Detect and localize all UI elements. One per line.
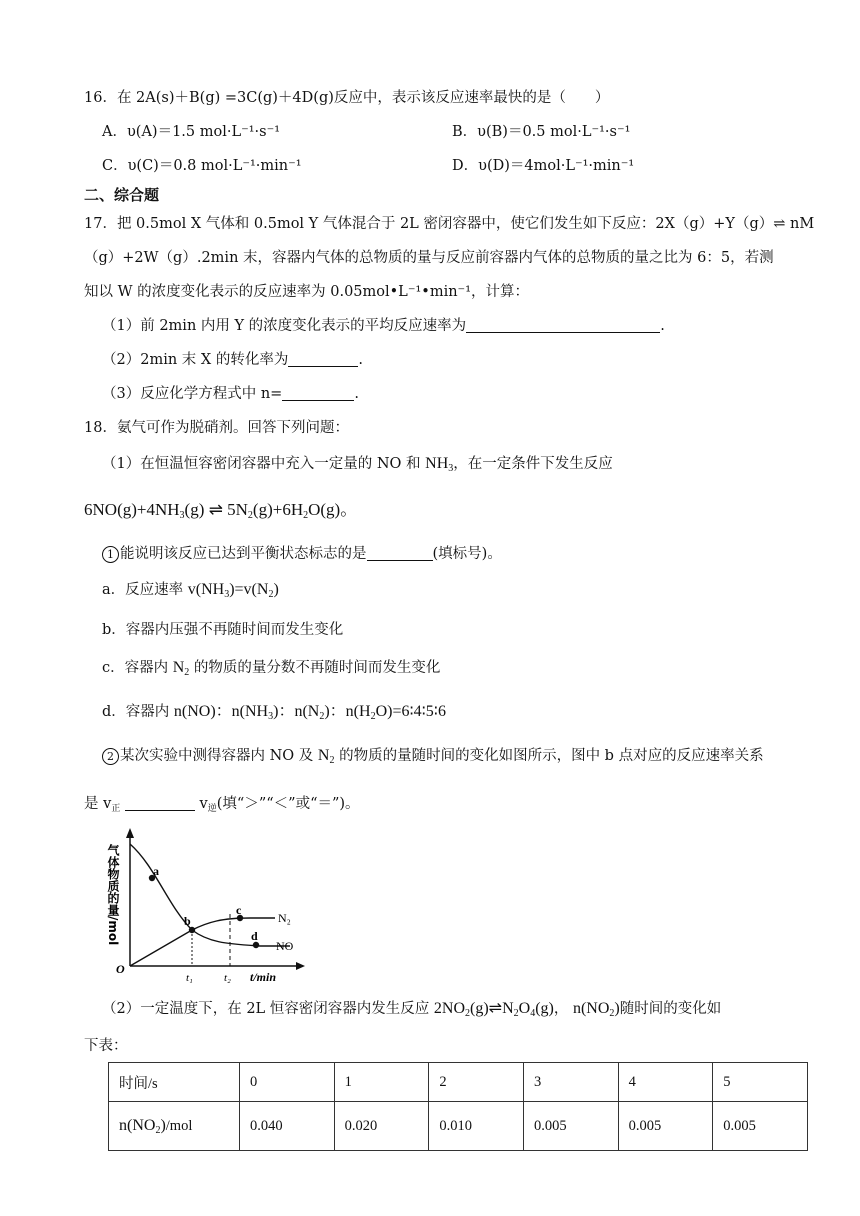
- q17-line1: 17．把 0.5mol X 气体和 0.5mol Y 气体混合于 2L 密闭容器中，使它们发生如下反应：2X（g）+Y（g）⇌ nM: [84, 216, 815, 232]
- period: .: [358, 352, 363, 368]
- table-cell: 2: [429, 1063, 524, 1102]
- q18-sub2-line2: 是 $v_正$ $v_逆$(填“＞”“＜”或“＝”)。: [84, 796, 360, 814]
- q18-sub1-tail: (填标号)。: [432, 546, 502, 562]
- q18-sub2-text2: 的物质的量随时间的变化如图所示，图中 b 点对应的反应速率关系: [339, 748, 764, 764]
- q18-part2-text: （2）一定温度下，在 2L 恒容密闭容器内发生反应: [102, 1001, 430, 1017]
- q16-stem: 16．在 2A(s)＋B(g) =3C(g)＋4D(g)反应中，表示该反应速率最快的是（ ）: [84, 90, 610, 106]
- table-row: [109, 1102, 808, 1151]
- n2-formula: $N_2$: [317, 747, 335, 766]
- q18-part2: （2）一定温度下，在 2L 恒容密闭容器内发生反应 $2NO_2(g)\rightleftharpoons N_2O_4(g)$， $n(NO_2)$随时间的变化如: [102, 998, 722, 1019]
- q18-part1-tail: ，在一定条件下发生反应: [453, 456, 613, 472]
- label-d: d: [251, 929, 258, 943]
- option-b: b．容器内压强不再随时间而发生变化: [102, 622, 344, 638]
- option-c-label: c．容器内: [102, 660, 169, 676]
- q16-option-a: A．υ(A)＝1.5 mol·L⁻¹·s⁻¹: [102, 124, 281, 140]
- q18-sub1-text: 能说明该反应已达到平衡状态标志的是: [120, 546, 367, 562]
- q17-sub1-text: （1）前 2min 内用 Y 的浓度变化表示的平均反应速率为: [102, 318, 467, 334]
- q18-sub2-text: 某次实验中测得容器内 NO 及: [120, 748, 314, 764]
- label-c: c: [236, 903, 242, 917]
- x-axis-label: t/min: [250, 970, 277, 984]
- series-label-n2: N₂: [278, 911, 291, 925]
- table-cell: 0.005: [713, 1102, 808, 1151]
- nh3-formula: $NH_3$: [425, 455, 454, 474]
- no-curve: [130, 844, 290, 946]
- period: .: [660, 318, 665, 334]
- circled-one-icon: 1: [102, 546, 119, 563]
- option-a-label: a．反应速率: [102, 582, 184, 598]
- q17-sub1: [102, 316, 665, 336]
- q18-sub2: [102, 746, 764, 771]
- reaction-equation: $6NO(g)+4NH_3(g)$ ⇌ $5N_2(g)+6H_2O(g)$。: [84, 500, 358, 521]
- answer-blank[interactable]: [288, 352, 358, 367]
- option-d-ratio: =6∶4∶5∶6: [392, 703, 446, 720]
- q18-part1-text: （1）在恒温恒容密闭容器中充入一定量的 NO 和: [102, 456, 421, 472]
- table-cell: 4: [618, 1063, 713, 1102]
- option-d: [102, 702, 446, 727]
- option-d-formula: n(NO)：$n(NH_3)$：$n(N_2)$：$n(H_2O)$: [173, 703, 393, 722]
- option-a: [102, 580, 279, 605]
- q16-option-b: B．υ(B)＝0.5 mol·L⁻¹·s⁻¹: [452, 124, 631, 140]
- q17-line2: （g）+2W（g）.2min 末，容器内气体的总物质的量与反应前容器内气体的总物质的量之比为 6：5，若测: [84, 250, 774, 266]
- no2-time-table: [108, 1062, 808, 1151]
- option-a-formula: $v(NH_3)=v(N_2)$: [187, 581, 279, 600]
- series-label-no: NO: [276, 939, 294, 953]
- option-c-tail: 的物质的量分数不再随时间而发生变化: [193, 660, 441, 676]
- q18-stem: 18．氨气可作为脱硝剂。回答下列问题：: [84, 420, 349, 436]
- table-cell: 0.040: [240, 1102, 335, 1151]
- table-cell: 0.020: [334, 1102, 429, 1151]
- table-cell: 0.010: [429, 1102, 524, 1151]
- table-cell: 5: [713, 1063, 808, 1102]
- x-axis-arrow-icon: [296, 962, 305, 970]
- table-header-label: 时间/s: [109, 1063, 240, 1102]
- part2-equation: $2NO_2(g)\rightleftharpoons N_2O_4(g)$: [433, 998, 554, 1019]
- q17-sub2-text: （2）2min 末 X 的转化率为: [102, 352, 289, 368]
- label-a: a: [153, 864, 159, 878]
- label-b: b: [184, 914, 191, 928]
- answer-blank[interactable]: [282, 386, 354, 401]
- q16-option-c: C．υ(C)＝0.8 mol·L⁻¹·min⁻¹: [102, 158, 302, 174]
- table-row-label: $n(NO_2)$/mol: [109, 1102, 240, 1151]
- option-c-formula: $N_2$: [172, 659, 190, 678]
- q17-sub3-text: （3）反应化学方程式中 n=: [102, 386, 283, 402]
- table-cell: 1: [334, 1063, 429, 1102]
- period: .: [354, 386, 359, 402]
- table-cell: 0.005: [523, 1102, 618, 1151]
- t2-label: t₂: [224, 972, 231, 984]
- option-c: [102, 658, 440, 683]
- answer-blank[interactable]: [125, 796, 195, 811]
- table-cell: 3: [523, 1063, 618, 1102]
- table-cell: 0.005: [618, 1102, 713, 1151]
- answer-blank[interactable]: [466, 318, 660, 333]
- section-title: 二、综合题: [84, 186, 160, 204]
- amount-time-graph: [100, 826, 305, 986]
- q17-sub2: [102, 350, 363, 370]
- q17-line3: 知以 W 的浓度变化表示的反应速率为 0.05mol•L⁻¹•min⁻¹，计算：: [84, 284, 530, 300]
- answer-blank[interactable]: [367, 546, 433, 561]
- table-cell: 0: [240, 1063, 335, 1102]
- option-d-label: d．容器内: [102, 704, 170, 720]
- circled-two-icon: 2: [102, 748, 119, 765]
- t1-label: t₁: [186, 972, 193, 984]
- q18-sub1: [102, 544, 502, 564]
- y-axis-arrow-icon: [126, 828, 134, 838]
- y-axis-label: 气体物质的量/mol: [106, 844, 120, 946]
- q17-sub3: [102, 384, 359, 404]
- origin-label: O: [116, 962, 125, 976]
- part2-n-no2: $n(NO_2)$: [572, 1000, 620, 1019]
- equilibrium-arrow-icon: ⇌: [208, 500, 223, 520]
- q16-option-d: D．υ(D)＝4mol·L⁻¹·min⁻¹: [452, 158, 635, 174]
- q18-part2-line2: 下表：: [84, 1038, 128, 1054]
- table-row: [109, 1063, 808, 1102]
- q18-part1-intro: [102, 454, 613, 479]
